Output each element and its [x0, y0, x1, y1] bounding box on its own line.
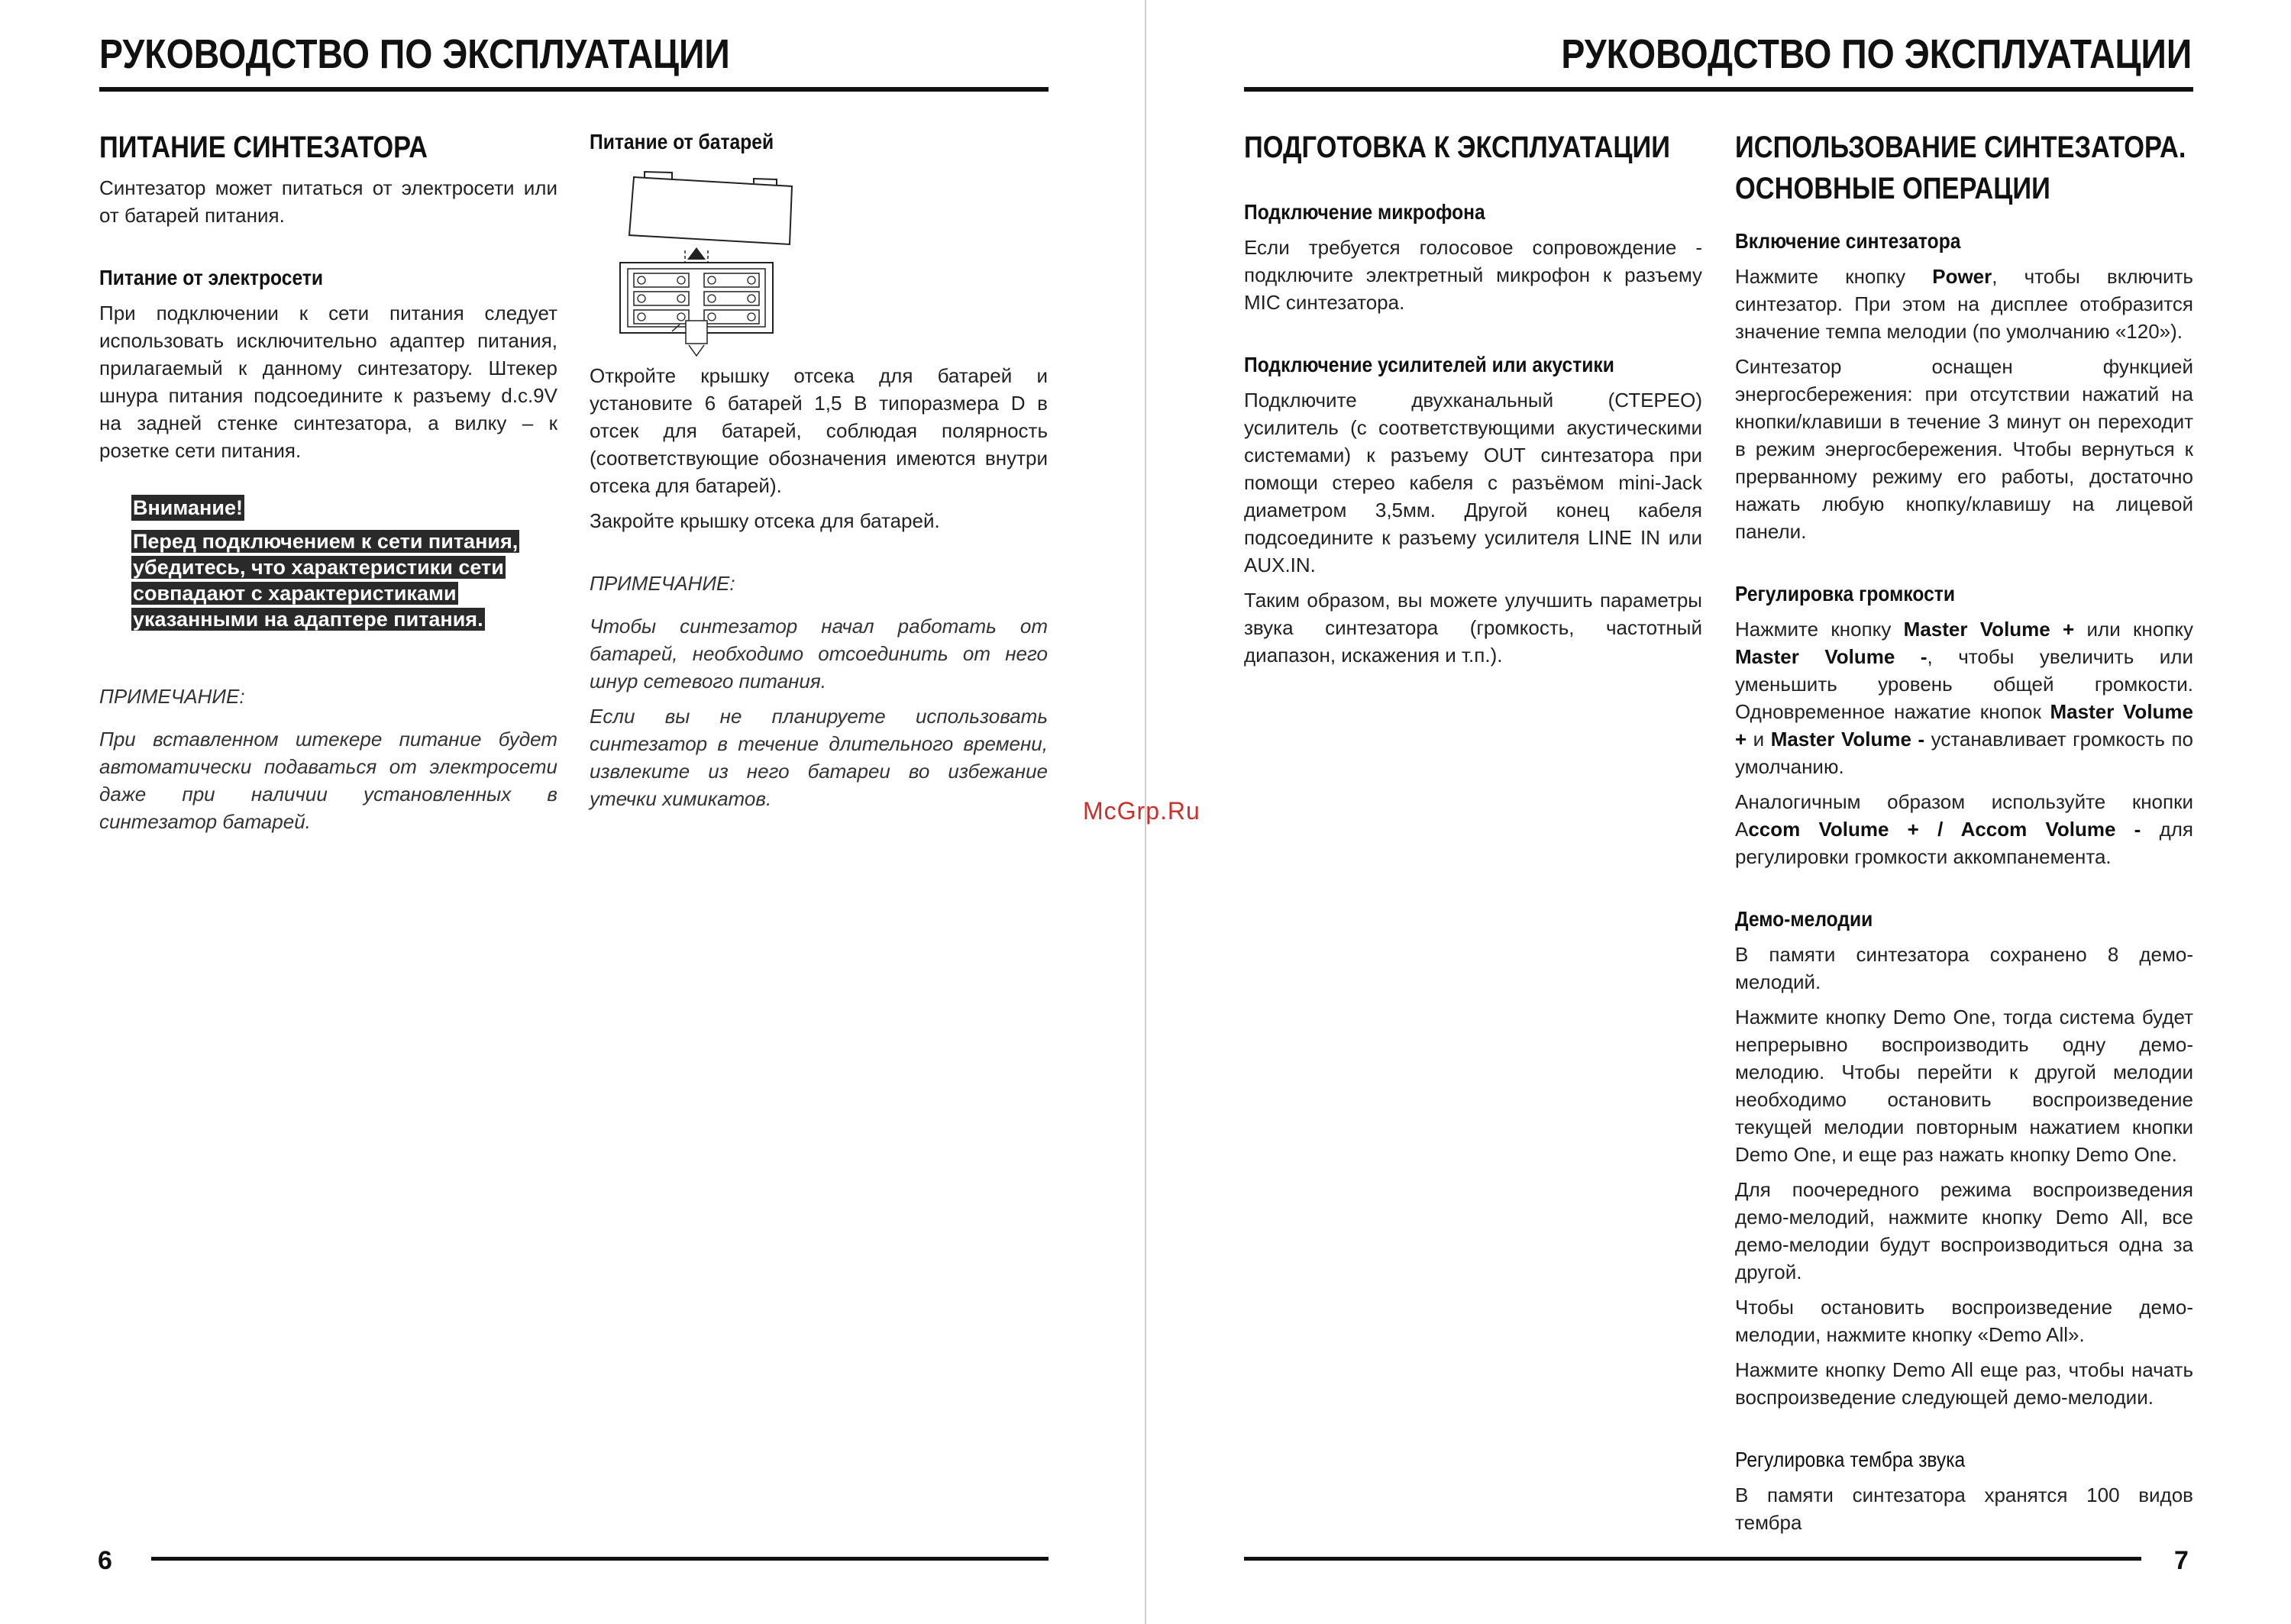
watermark: McGrp.Ru	[1083, 797, 1200, 825]
demo-text-3: Для поочередного режима воспроизведения демо-мелодий, нажмите кнопку Demo All, все демо-мелодии будут воспроизводиться одна за другой.	[1735, 1178, 2193, 1283]
power-key-label: Power	[1932, 265, 1992, 288]
section-title-power: ПИТАНИЕ СИНТЕЗАТОРА	[99, 131, 428, 164]
footer-rule-right	[1244, 1557, 2141, 1561]
note-text-mains: При вставленном штекере питание будет автоматически подаваться от электросети даже при наличии установленных в синтезатор батарей.	[99, 728, 557, 833]
page-header-title: РУКОВОДСТВО ПО ЭКСПЛУАТАЦИИ	[99, 31, 730, 77]
warning-text: Перед подключением к сети питания, убедитесь, что характеристики сети совпадают с характеристиками указанными на адаптере питания.	[133, 530, 519, 631]
mic-heading: Подключение микрофона	[1244, 200, 1485, 224]
battery-text-1: Откройте крышку отсека для батарей и установите 6 батарей 1,5 В типоразмера D в отсек для батарей, соблюдая полярность (соответствующие обозначения имеются внутри отсека для батарей).	[590, 364, 1048, 497]
demo-text-4: Чтобы остановить воспроизведение демо-мелодии, нажмите кнопку «Demo All».	[1735, 1296, 2193, 1346]
section-title-usage-1: ИСПОЛЬЗОВАНИЕ СИНТЕЗАТОРА.	[1735, 131, 2186, 164]
page-header-title-right: РУКОВОДСТВО ПО ЭКСПЛУАТАЦИИ	[1561, 31, 2192, 77]
footer-rule-left	[151, 1557, 1049, 1561]
note-text-battery-1: Чтобы синтезатор начал работать от батарей, необходимо отсоединить от него шнур сетевого питания.	[590, 615, 1048, 693]
left-col-1-note	[99, 683, 557, 835]
right-col-2	[1735, 127, 2193, 1536]
warning-box	[131, 495, 528, 632]
timbre-heading: Регулировка тембра звука	[1735, 1448, 1966, 1471]
battery-text-2: Закройте крышку отсека для батарей.	[590, 509, 940, 532]
amp-text-1: Подключите двухканальный (СТЕРЕО) усилитель (с соответствующими акустическими системами) к разъему OUT синтезатора при помощи стерео кабеля с разъёмом mini-Jack диаметром 3,5мм. Другой конец кабеля подсоедините к разъему усилителя LINE IN или AUX.IN.	[1244, 389, 1702, 576]
left-col-2-body	[590, 362, 1048, 812]
demo-text-5: Нажмите кнопку Demo All еще раз, чтобы начать воспроизведение следующей демо-мелодии.	[1735, 1358, 2193, 1409]
accom-volume-text: Аналогичным образом используйте кнопки Аccom Volume + / Accom Volume - для регулировки громкости аккомпанемента.	[1735, 790, 2194, 868]
power-on-text: Нажмите кнопку Power, чтобы включить синтезатор. При этом на дисплее отобразится значение темпа мелодии (по умолчанию «120»).	[1735, 265, 2193, 343]
left-col-2	[590, 128, 1048, 156]
demo-heading: Демо-мелодии	[1735, 907, 1873, 931]
header-rule-right	[1244, 87, 2193, 92]
volume-heading: Регулировка громкости	[1735, 582, 1956, 605]
demo-text-2: Нажмите кнопку Demo One, тогда система будет непрерывно воспроизводить одну демо-мелодию. Чтобы перейти к другой мелодии необходимо остановить воспроизведение текущей мелодии повторным нажатием кнопки Demo One, и еще раз нажать кнопку Demo One.	[1735, 1006, 2193, 1166]
note-heading-mains: ПРИМЕЧАНИЕ:	[99, 685, 245, 708]
mains-heading: Питание от электросети	[99, 266, 324, 289]
right-col-1	[1244, 127, 1702, 669]
left-col-1	[99, 127, 557, 464]
amp-heading: Подключение усилителей или акустики	[1244, 353, 1614, 376]
header-rule	[99, 87, 1049, 92]
battery-heading: Питание от батарей	[590, 130, 774, 153]
note-heading-battery: ПРИМЕЧАНИЕ:	[590, 572, 735, 595]
power-intro: Синтезатор может питаться от электросети или от батарей питания.	[99, 176, 557, 227]
left-page	[0, 0, 1145, 1624]
demo-text-1: В памяти синтезатора сохранено 8 демо-мелодий.	[1735, 943, 2193, 993]
section-title-usage-2: ОСНОВНЫЕ ОПЕРАЦИИ	[1735, 172, 2050, 205]
volume-text: Нажмите кнопку Master Volume + или кнопку Master Volume -, чтобы увеличить или уменьшить уровень общей громкости. Одновременное нажатие кнопок Master Volume + и Master Volume - устанавливает громкость по умолчанию.	[1735, 618, 2193, 778]
page-number-left: 6	[98, 1546, 112, 1575]
timbre-text: В памяти синтезатора хранятся 100 видов тембра	[1735, 1484, 2193, 1534]
energy-saving-text: Синтезатор оснащен функцией энергосбережения: при отсутствии нажатий на кнопки/клавиши в течение 3 минут он переходит в режим энергосбережения. Чтобы вернуться к прерванному режиму его работы, достаточно нажать любую кнопку/клавишу на лицевой панели.	[1735, 355, 2193, 543]
right-page	[1146, 0, 2291, 1624]
amp-text-2: Таким образом, вы можете улучшить параметры звука синтезатора (громкость, частотный диапазон, искажения и т.п.).	[1244, 589, 1702, 667]
warning-title: Внимание!	[133, 496, 243, 519]
battery-compartment-illustration	[590, 168, 803, 359]
section-title-prep: ПОДГОТОВКА К ЭКСПЛУАТАЦИИ	[1244, 131, 1670, 164]
mic-text: Если требуется голосовое сопровождение - подключите электретный микрофон к разъему MIC синтезатора.	[1244, 236, 1702, 314]
page-number-right: 7	[2174, 1546, 2189, 1575]
mains-text: При подключении к сети питания следует использовать исключительно адаптер питания, прилагаемый к данному синтезатору. Штекер шнура питания подсоедините к разъему d.c.9V на задней стенке синтезатора, а вилку – к розетке сети питания.	[99, 302, 557, 462]
power-on-heading: Включение синтезатора	[1735, 229, 1961, 253]
note-text-battery-2: Если вы не планируете использовать синтезатор в течение длительного времени, извлеките из него батареи во избежание утечки химикатов.	[590, 705, 1048, 810]
